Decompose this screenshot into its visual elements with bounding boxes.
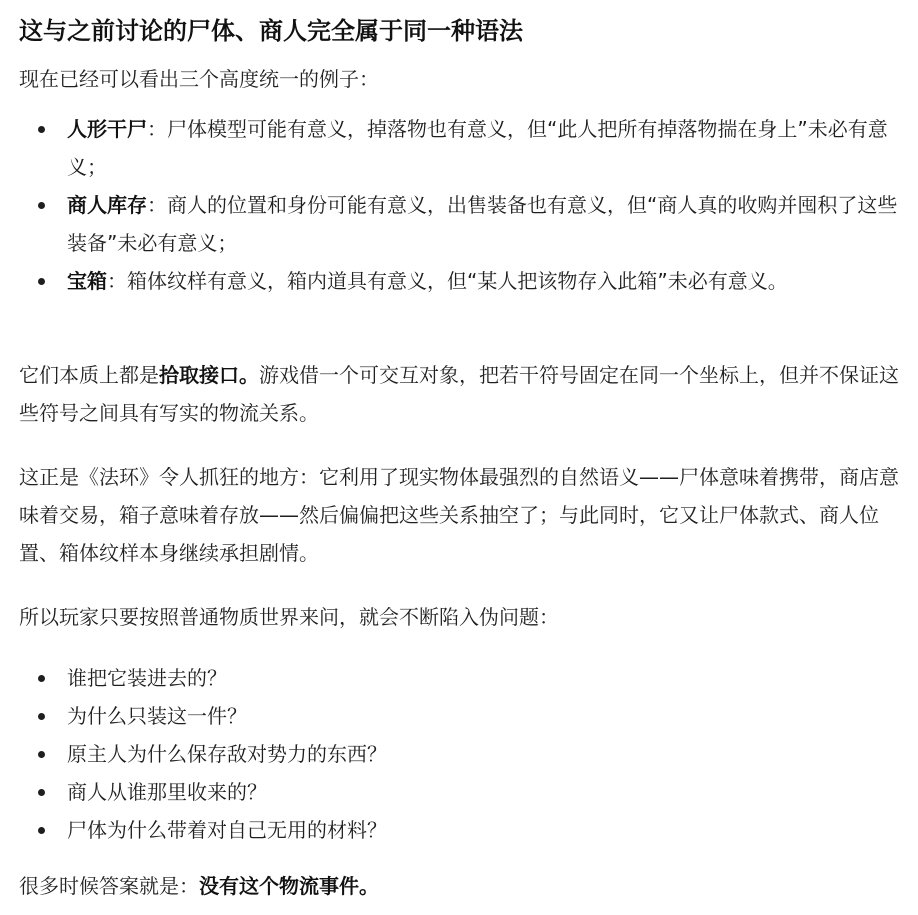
essence-prefix: 它们本质上都是 [19,363,159,387]
essence-bold: 拾取接口。 [159,363,259,387]
list-item: 谁把它装进去的？ [19,659,899,697]
elden-ring-paragraph: 这正是《法环》令人抓狂的地方：它利用了现实物体最强烈的自然语义——尸体意味着携带，商店意味着交易，箱子意味着存放——然后偏偏把这些关系抽空了；与此同时，它又让尸体款式、商人位置、箱体纹样本身继续承担剧情。 [19,465,899,565]
list-item-text: ：商人的位置和身份可能有意义，出售装备也有意义，但“商人真的收购并囤积了这些装备”未必有意义； [67,193,898,255]
list-item-term: 人形干尸 [67,117,147,141]
section-heading: 这与之前讨论的尸体、商人完全属于同一种语法 [19,17,523,45]
essence-suffix: 游戏借一个可交互对象，把若干符号固定在同一个坐标上，但并不保证这些符号之间具有写实的物流关系。 [19,363,899,425]
list-item: 商人从谁那里收来的？ [19,773,899,811]
list-item-term: 宝箱 [67,269,107,293]
examples-list [19,110,899,300]
intro-paragraph: 现在已经可以看出三个高度统一的例子： [19,67,379,91]
list-item-text: ：尸体模型可能有意义，掉落物也有意义，但“此人把所有掉落物揣在身上”未必有意义； [67,117,888,179]
essence-paragraph [19,356,899,432]
conclusion-prefix: 很多时候答案就是： [19,874,199,898]
list-item [19,262,899,300]
list-item [19,186,899,262]
conclusion-bold: 没有这个物流事件。 [199,874,379,898]
list-item-text: ：箱体纹样有意义，箱内道具有意义，但“某人把该物存入此箱”未必有意义。 [107,269,788,293]
list-item: 原主人为什么保存敌对势力的东西？ [19,735,899,773]
list-item [19,110,899,186]
list-item-term: 商人库存 [67,193,147,217]
pseudo-question-intro: 所以玩家只要按照普通物质世界来问，就会不断陷入伪问题： [19,605,559,629]
conclusion-paragraph [19,867,899,905]
list-item: 尸体为什么带着对自己无用的材料？ [19,811,899,849]
list-item: 为什么只装这一件？ [19,697,899,735]
questions-list [19,659,899,849]
